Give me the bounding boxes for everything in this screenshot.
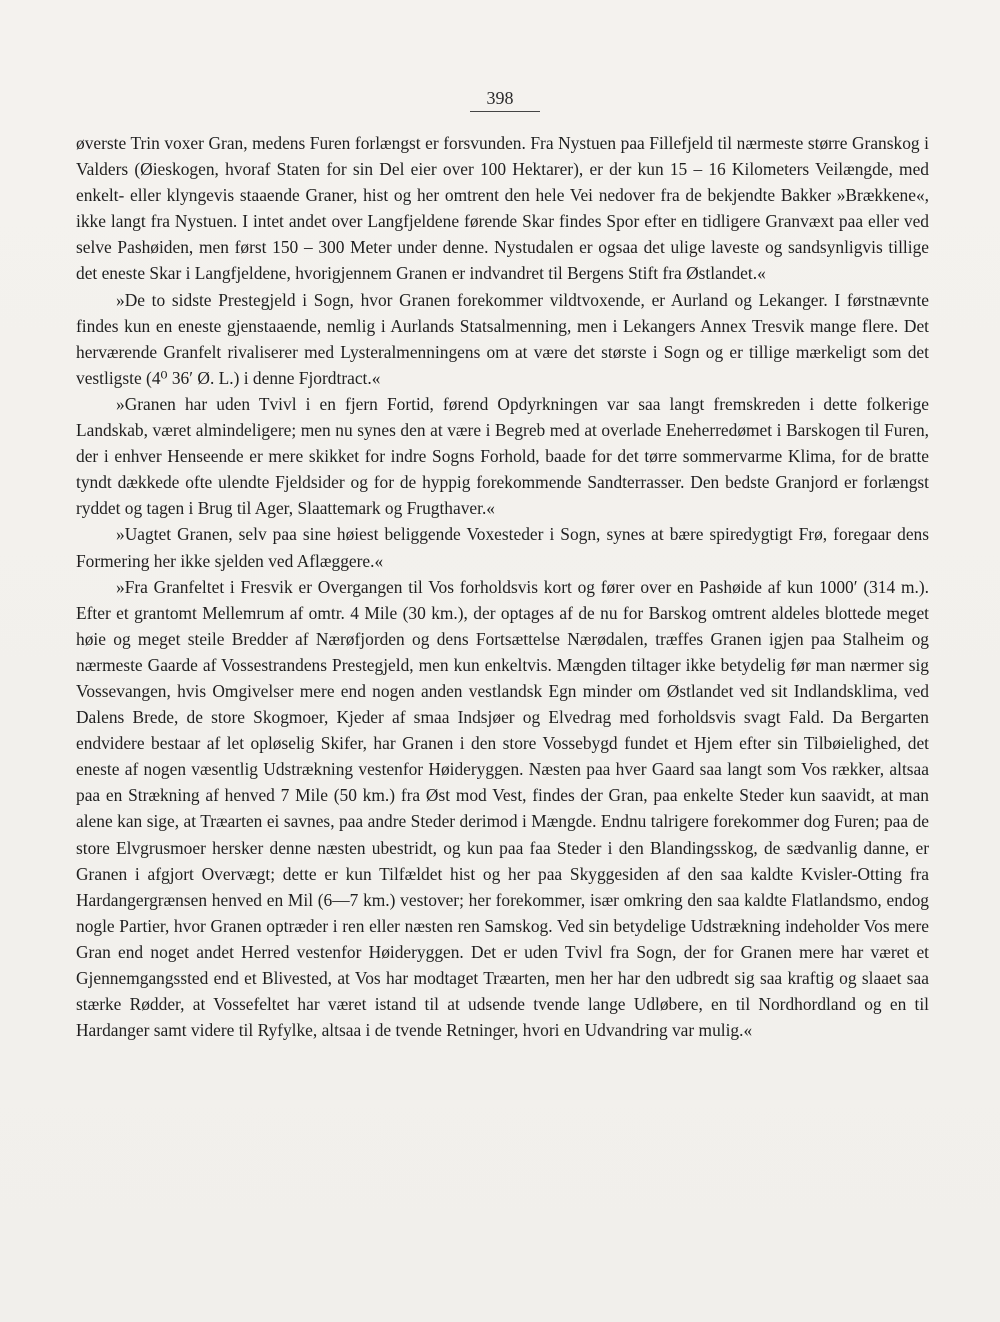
paragraph: »Fra Granfeltet i Fresvik er Overgangen til Vos forholdsvis kort og fører over en Pashøide af kun 1000′ (314 m.). Efter et grantomt Mellemrum af omtr. 4 Mile (30 km.), der optages af de nu for Barskog omtrent aldeles blottede meget høie og meget steile Bredder af Nærøfjorden og dens Fortsættelse Nærødalen, træffes Granen igjen paa Stalheim og nærmeste Gaarde af Vossestrandens Prestegjeld, men kun enkeltvis. Mængden tiltager ikke betydelig før man nærmer sig Vossevangen, hvis Omgivelser mere end nogen anden vestlandsk Egn minder om Østlandet ved sit Indlandsklima, ved Dalens Brede, de store Skogmoer, Kjeder af smaa Indsjøer og Elvedrag med forholdsvis svagt Fald. Da Bergarten endvidere bestaar af let opløselig Skifer, har Granen i den store Vossebygd fundet et Hjem efter sin Tilbøielighed, det eneste af nogen væsentlig Udstrækning vestenfor Høideryggen. Næsten paa hver Gaard saa langt som Vos rækker, altsaa paa en Strækning af henved 7 Mile (50 km.) fra Øst mod Vest, findes der Gran, paa enkelte Steder kun saavidt, at man alene kan sige, at Træarten ei savnes, paa andre Steder derimod i Mængde. Endnu talrigere forekommer dog Furen; paa de store Elvgrusmoer hersker denne næsten ubestridt, og kun paa faa Steder i den Blandingsskog, de sædvanlig danne, er Granen i afgjort Overvægt; dette er kun Tilfældet hist og her paa Skyggesiden af den saa kaldte Kvisler-Otting fra Hardangergrænsen henved en Mil (6—7 km.) vestover; her forekommer, især omkring den saa kaldte Flatlandsmo, endog nogle Partier, hvor Granen optræder i ren eller næsten ren Samskog. Ved sin betydelige Udstrækning indeholder Vos mere Gran end noget andet Herred vestenfor Høideryggen. Det er uden Tvivl fra Sogn, der for Granen mere har været et Gjennemgangssted end et Blivested, at Vos har modtaget Træarten, men her har den udbredt sig saa kraftig og slaaet saa stærke Rødder, at Vossefeltet har været istand til at udsende tvende lange Udløbere, en til Nordhordland og en til Hardanger samt videre til Ryfylke, altsaa i de tvende Retninger, hvori en Udvandring var mulig.« [76, 576, 929, 1041]
paragraph: øverste Trin voxer Gran, medens Furen forlængst er forsvunden. Fra Nystuen paa Fillefjeld til nærmeste større Granskog i Valders (Øieskogen, hvoraf Staten for sin Del eier over 100 Hektarer), er der kun 15 – 16 Kilometers Veilængde, med enkelt- eller klyngevis staaende Graner, hist og her omtrent den hele Vei nedover fra de bekjendte Bakker »Brækkene«, ikke langt fra Nystuen. I intet andet over Langfjeldene førende Skar findes Spor efter en tidligere Granvæxt paa eller ved selve Pashøiden, men først 150 – 300 Meter under denne. Nystudalen er ogsaa det ulige laveste og sandsynligvis tillige det eneste Skar i Langfjeldene, hvorigjennem Granen er indvandret til Bergens Stift fra Østlandet.« [76, 133, 929, 284]
paragraph: »Uagtet Granen, selv paa sine høiest beliggende Voxesteder i Sogn, synes at bære spiredygtigt Frø, foregaar dens Formering her ikke sjelden ved Aflæggere.« [76, 524, 929, 571]
page-number: 398 [486, 88, 514, 108]
paragraph: »Granen har uden Tvivl i en fjern Fortid, førend Opdyrkningen var saa langt fremskreden i dette folkerige Landskab, været almindeligere; men nu synes den at være i Begreb med at overlade Eneherredømet i Barskogen til Furen, der i enhver Henseende er mere skikket for indre Sogns Forhold, baade for det tørre sommervarme Klima, for de bratte tyndt dækkede ofte ulendte Fjeldsider og for de hyppig forekommende Sandterrasser. Den bedste Granjord er forlængst ryddet og tagen i Brug til Ager, Slaattemark og Frugthaver.« [76, 393, 929, 519]
body-text [76, 130, 929, 1043]
paragraph: »De to sidste Prestegjeld i Sogn, hvor Granen forekommer vildtvoxende, er Aurland og Lekanger. I førstnævnte findes kun en eneste gjenstaaende, nemlig i Aurlands Statsalmenning, men i Lekangers Annex Tresvik mange flere. Det herværende Granfelt rivaliserer med Lysteralmenningens om at være det største i Sogn og er tillige mærkeligt som det vestligste (4⁰ 36′ Ø. L.) i denne Fjordtract.« [76, 289, 929, 388]
page-number-rule [470, 111, 540, 112]
